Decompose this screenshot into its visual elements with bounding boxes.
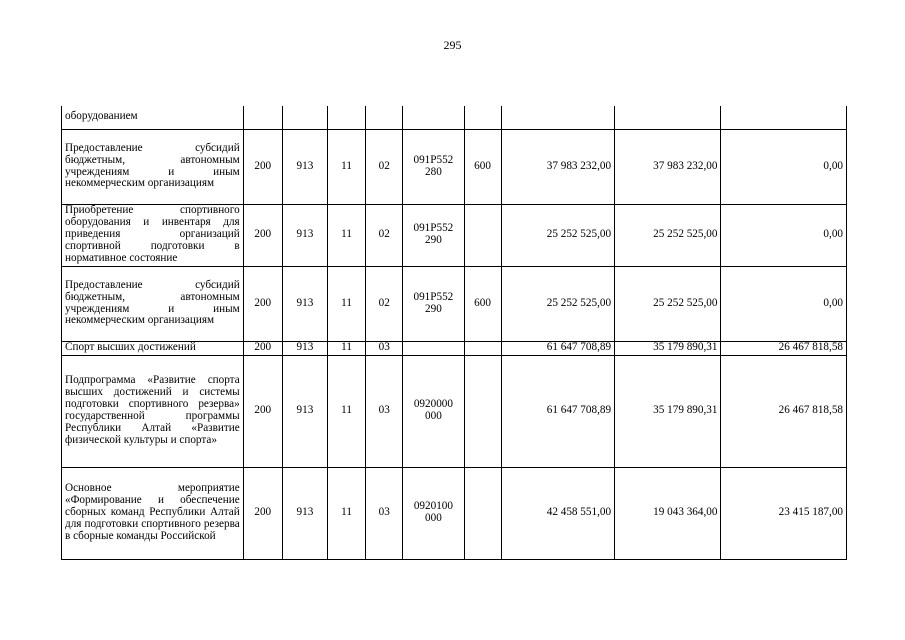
cell-section: 11 — [328, 266, 366, 341]
table-row — [62, 266, 847, 341]
cell-target-article — [403, 341, 464, 355]
cell-section: 11 — [328, 355, 366, 467]
table-row — [62, 106, 847, 129]
cell-sum-3: 0,00 — [721, 266, 847, 341]
budget-table — [61, 106, 847, 560]
cell-subsection: 03 — [366, 341, 403, 355]
cell-target-article: 0920000 000 — [403, 355, 464, 467]
cell-section: 11 — [328, 467, 366, 559]
cell-code-1: 200 — [243, 355, 282, 467]
cell-sum-2 — [615, 106, 721, 129]
cell-sum-3: 23 415 187,00 — [721, 467, 847, 559]
cell-sum-total: 42 458 551,00 — [501, 467, 614, 559]
cell-subsection: 02 — [366, 204, 403, 266]
table-row — [62, 467, 847, 559]
table-row — [62, 341, 847, 355]
cell-target-article: 091P552 290 — [403, 204, 464, 266]
cell-code-1: 200 — [243, 204, 282, 266]
cell-target-article: 091P552 280 — [403, 129, 464, 204]
cell-subsection: 02 — [366, 266, 403, 341]
cell-target-article: 0920100 000 — [403, 467, 464, 559]
cell-sum-2: 35 179 890,31 — [615, 355, 721, 467]
cell-sum-total: 25 252 525,00 — [501, 266, 614, 341]
cell-code-1: 200 — [243, 266, 282, 341]
cell-section: 11 — [328, 204, 366, 266]
cell-section — [328, 106, 366, 129]
cell-expense-type — [464, 355, 501, 467]
cell-subsection: 02 — [366, 129, 403, 204]
cell-sum-total — [501, 106, 614, 129]
row-name: оборудованием — [62, 106, 244, 129]
cell-section: 11 — [328, 341, 366, 355]
cell-code-1 — [243, 106, 282, 129]
cell-sum-2: 19 043 364,00 — [615, 467, 721, 559]
cell-target-article — [403, 106, 464, 129]
cell-sum-2: 37 983 232,00 — [615, 129, 721, 204]
cell-code-1: 200 — [243, 467, 282, 559]
cell-code-2: 913 — [282, 129, 327, 204]
cell-sum-3 — [721, 106, 847, 129]
cell-section: 11 — [328, 129, 366, 204]
row-name: Подпрограмма «Развитие спорта высших достижений и системы подготовки спортивного резерва» государственной программы Республики Алтай «Развитие физической культуры и спорта» — [62, 355, 244, 467]
cell-code-2: 913 — [282, 341, 327, 355]
cell-sum-3: 0,00 — [721, 129, 847, 204]
cell-code-1: 200 — [243, 341, 282, 355]
cell-subsection — [366, 106, 403, 129]
cell-sum-total: 61 647 708,89 — [501, 341, 614, 355]
cell-sum-2: 25 252 525,00 — [615, 266, 721, 341]
table-row — [62, 204, 847, 266]
cell-expense-type — [464, 204, 501, 266]
cell-sum-total: 37 983 232,00 — [501, 129, 614, 204]
cell-subsection: 03 — [366, 467, 403, 559]
row-name: Спорт высших достижений — [62, 341, 244, 355]
cell-sum-3: 26 467 818,58 — [721, 355, 847, 467]
cell-sum-2: 25 252 525,00 — [615, 204, 721, 266]
table-row — [62, 355, 847, 467]
cell-code-2: 913 — [282, 204, 327, 266]
cell-sum-2: 35 179 890,31 — [615, 341, 721, 355]
cell-subsection: 03 — [366, 355, 403, 467]
row-name: Приобретение спортивного оборудования и инвентаря для приведения организаций спортивной подготовки в нормативное состояние — [62, 204, 244, 266]
row-name: Предоставление субсидий бюджетным, автономным учреждениям и иным некоммерческим организациям — [62, 266, 244, 341]
cell-code-2: 913 — [282, 467, 327, 559]
table-row — [62, 129, 847, 204]
cell-sum-total: 25 252 525,00 — [501, 204, 614, 266]
cell-sum-total: 61 647 708,89 — [501, 355, 614, 467]
cell-code-2: 913 — [282, 355, 327, 467]
cell-sum-3: 0,00 — [721, 204, 847, 266]
cell-code-2: 913 — [282, 266, 327, 341]
cell-expense-type — [464, 106, 501, 129]
cell-expense-type: 600 — [464, 266, 501, 341]
cell-expense-type — [464, 467, 501, 559]
cell-expense-type: 600 — [464, 129, 501, 204]
cell-sum-3: 26 467 818,58 — [721, 341, 847, 355]
cell-expense-type — [464, 341, 501, 355]
row-name: Предоставление субсидий бюджетным, автономным учреждениям и иным некоммерческим организациям — [62, 129, 244, 204]
page-number: 295 — [443, 38, 462, 52]
cell-code-1: 200 — [243, 129, 282, 204]
cell-code-2 — [282, 106, 327, 129]
cell-target-article: 091P552 290 — [403, 266, 464, 341]
row-name: Основное мероприятие «Формирование и обеспечение сборных команд Республики Алтай для подготовки спортивного резерва в сборные команды Российской — [62, 467, 244, 559]
